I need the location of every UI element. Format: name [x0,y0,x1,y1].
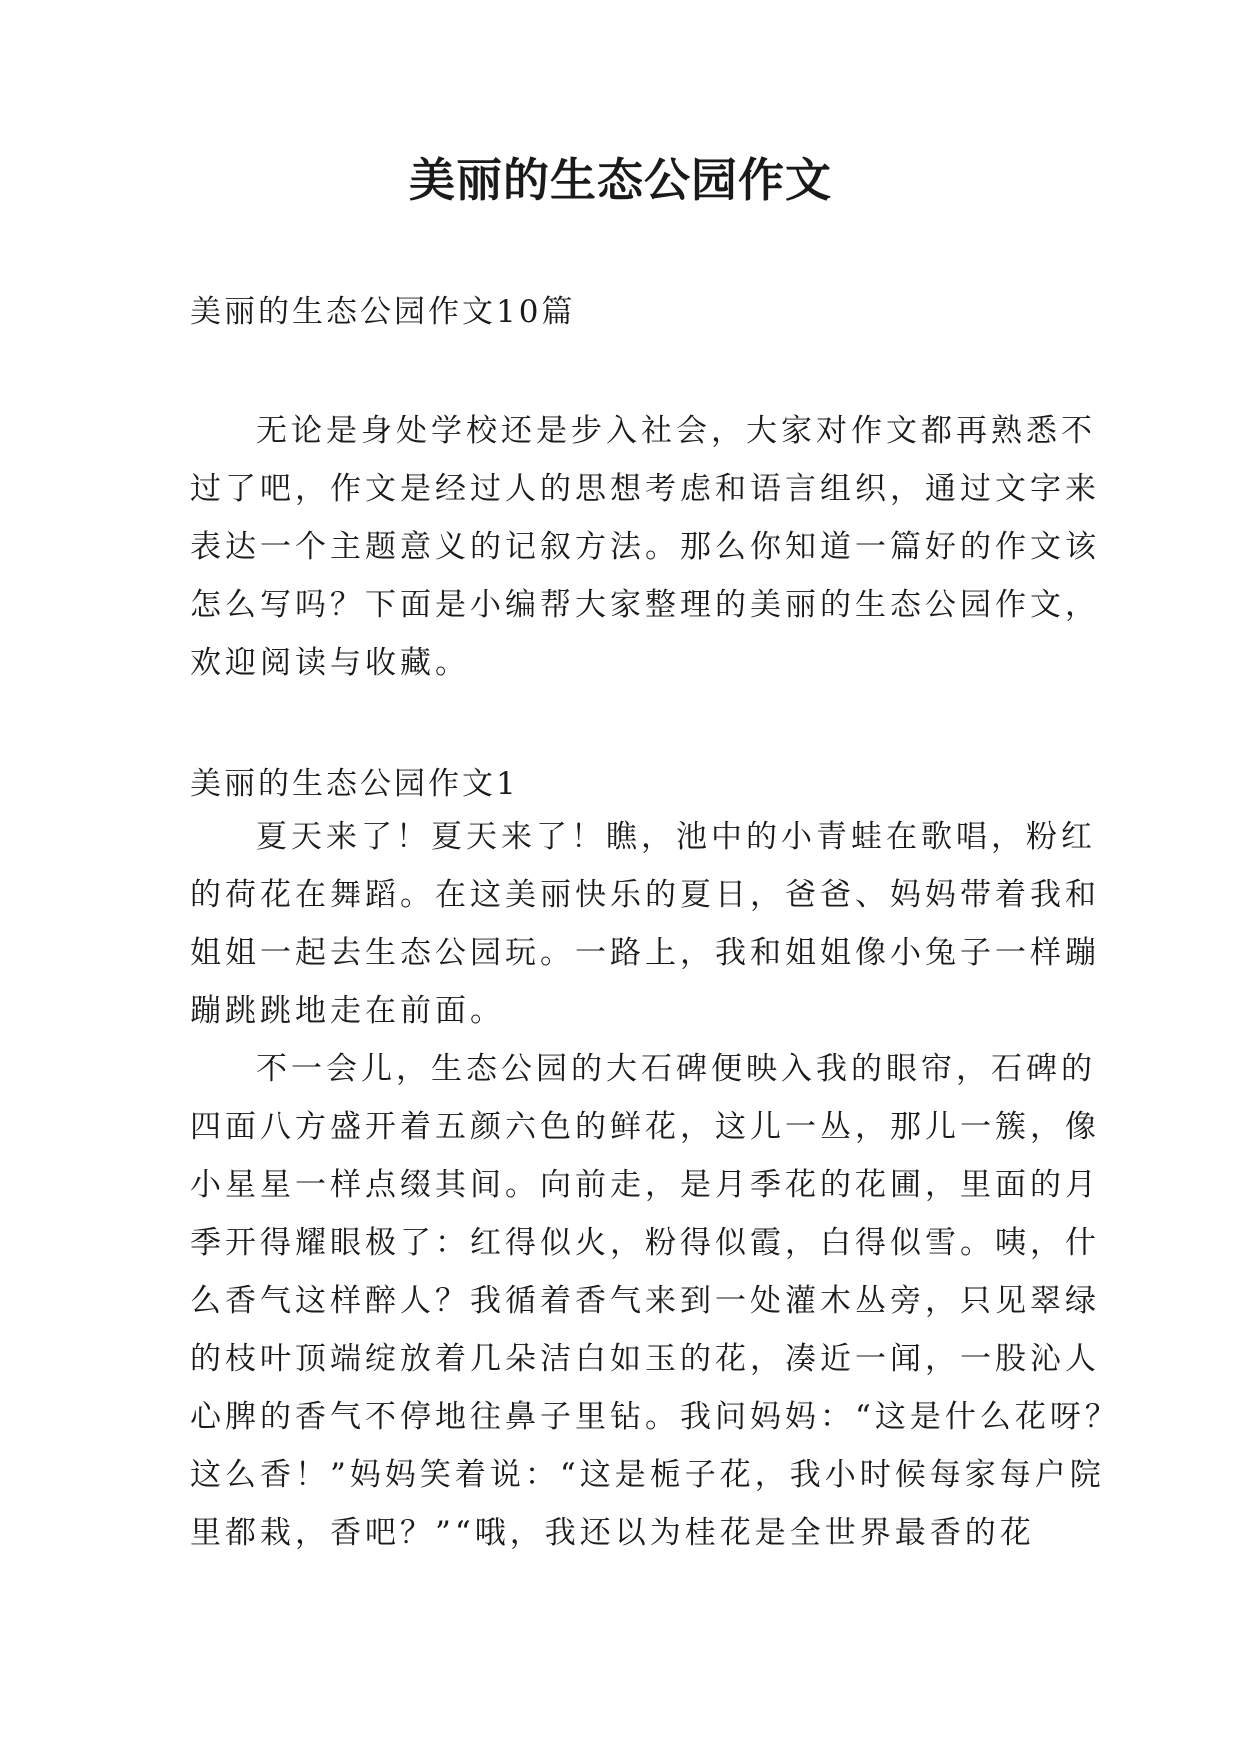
paragraph-line: 的荷花在舞蹈。在这美丽快乐的夏日，爸爸、妈妈带着我和 [190,877,1100,913]
paragraph-line: 夏天来了！夏天来了！瞧，池中的小青蛙在歌唱，粉红 [256,819,1096,855]
document-subtitle: 美丽的生态公园作文10篇 [190,294,576,330]
intro-line: 表达一个主题意义的记叙方法。那么你知道一篇好的作文该 [190,529,1100,565]
paragraph-line: 蹦跳跳地走在前面。 [190,993,505,1029]
paragraph-line: 这么香！”妈妈笑着说：“这是栀子花，我小时候每家每户院 [190,1457,1105,1493]
intro-line: 无论是身处学校还是步入社会，大家对作文都再熟悉不 [256,413,1096,449]
body-paragraph-2 [190,1040,1120,1562]
paragraph-line: 心脾的香气不停地往鼻子里钻。我问妈妈：“这是什么花呀？ [190,1399,1120,1435]
intro-line: 过了吧，作文是经过人的思想考虑和语言组织，通过文字来 [190,471,1100,507]
paragraph-line: 么香气这样醉人？我循着香气来到一处灌木丛旁，只见翠绿 [190,1283,1100,1319]
document-title: 美丽的生态公园作文 [409,153,832,207]
paragraph-line: 季开得耀眼极了：红得似火，粉得似霞，白得似雪。咦，什 [190,1225,1100,1261]
paragraph-line: 四面八方盛开着五颜六色的鲜花，这儿一丛，那儿一簇，像 [190,1109,1100,1145]
paragraph-line: 里都栽，香吧？”“哦，我还以为桂花是全世界最香的花 [190,1515,1035,1551]
paragraph-line: 姐姐一起去生态公园玩。一路上，我和姐姐像小兔子一样蹦 [190,935,1100,971]
section-heading: 美丽的生态公园作文1 [190,766,519,802]
intro-line: 怎么写吗？下面是小编帮大家整理的美丽的生态公园作文， [190,587,1100,623]
paragraph-line: 的枝叶顶端绽放着几朵洁白如玉的花，凑近一闻，一股沁人 [190,1341,1100,1377]
intro-paragraph [190,402,1100,692]
paragraph-line: 小星星一样点缀其间。向前走，是月季花的花圃，里面的月 [190,1167,1100,1203]
paragraph-line: 不一会儿，生态公园的大石碑便映入我的眼帘，石碑的 [256,1051,1096,1087]
intro-line: 欢迎阅读与收藏。 [190,645,470,681]
body-paragraph-1 [190,808,1100,1040]
